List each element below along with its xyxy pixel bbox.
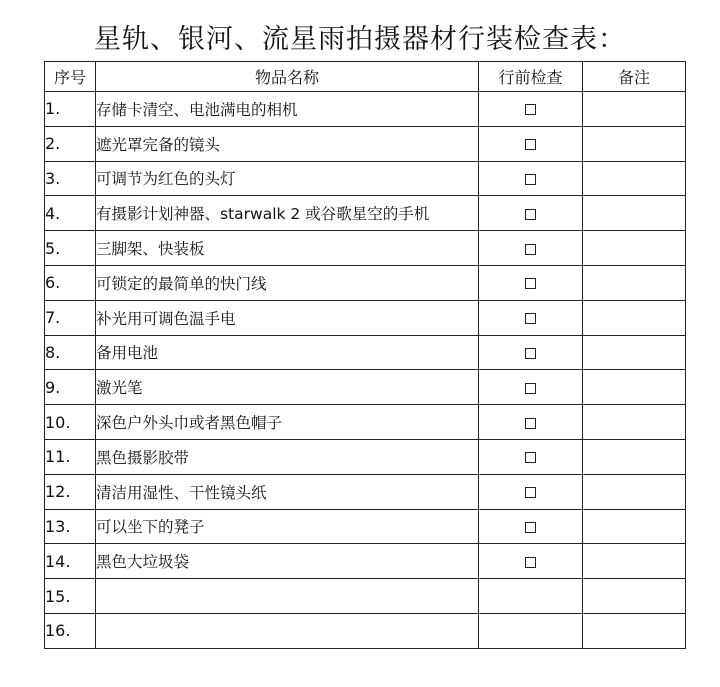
pre-trip-check-cell: [479, 161, 583, 196]
row-number: 8.: [45, 335, 96, 370]
pre-trip-check-cell: [479, 231, 583, 266]
item-name: 可以坐下的凳子: [96, 509, 479, 544]
pre-trip-check-cell: [479, 405, 583, 440]
pre-trip-check-cell: [479, 196, 583, 231]
pre-trip-check-cell: [479, 370, 583, 405]
checkbox[interactable]: [525, 313, 536, 324]
table-row: [45, 405, 686, 440]
row-number: 5.: [45, 231, 96, 266]
item-name: 可锁定的最简单的快门线: [96, 265, 479, 300]
item-name: 清洁用湿性、干性镜头纸: [96, 474, 479, 509]
note-cell[interactable]: [583, 126, 686, 161]
table-row: [45, 265, 686, 300]
item-name: 三脚架、快装板: [96, 231, 479, 266]
header-no: 序号: [45, 62, 96, 92]
note-cell[interactable]: [583, 370, 686, 405]
note-cell[interactable]: [583, 92, 686, 127]
note-cell[interactable]: [583, 439, 686, 474]
item-name: 黑色大垃圾袋: [96, 544, 479, 579]
table-row: [45, 544, 686, 579]
note-cell[interactable]: [583, 335, 686, 370]
note-cell[interactable]: [583, 196, 686, 231]
pre-trip-check-cell: [479, 439, 583, 474]
table-row: [45, 509, 686, 544]
item-name: 可调节为红色的头灯: [96, 161, 479, 196]
row-number: 10.: [45, 405, 96, 440]
pre-trip-check-cell: [479, 544, 583, 579]
checkbox[interactable]: [525, 209, 536, 220]
checkbox[interactable]: [525, 244, 536, 255]
pre-trip-check-cell: [479, 613, 583, 648]
row-number: 4.: [45, 196, 96, 231]
table-row: [45, 613, 686, 648]
item-name: 遮光罩完备的镜头: [96, 126, 479, 161]
row-number: 12.: [45, 474, 96, 509]
note-cell[interactable]: [583, 231, 686, 266]
row-number: 1.: [45, 92, 96, 127]
header-row: [45, 62, 686, 92]
note-cell[interactable]: [583, 613, 686, 648]
checkbox[interactable]: [525, 383, 536, 394]
row-number: 3.: [45, 161, 96, 196]
pre-trip-check-cell: [479, 335, 583, 370]
note-cell[interactable]: [583, 265, 686, 300]
item-name: 深色户外头巾或者黑色帽子: [96, 405, 479, 440]
checklist-body: [45, 92, 686, 649]
note-cell[interactable]: [583, 474, 686, 509]
row-number: 13.: [45, 509, 96, 544]
checkbox[interactable]: [525, 557, 536, 568]
note-cell[interactable]: [583, 579, 686, 614]
table-row: [45, 92, 686, 127]
table-row: [45, 196, 686, 231]
checkbox[interactable]: [525, 104, 536, 115]
header-note: 备注: [583, 62, 686, 92]
row-number: 6.: [45, 265, 96, 300]
table-row: [45, 474, 686, 509]
row-number: 16.: [45, 613, 96, 648]
table-row: [45, 335, 686, 370]
row-number: 14.: [45, 544, 96, 579]
table-row: [45, 370, 686, 405]
item-name: 补光用可调色温手电: [96, 300, 479, 335]
item-name: 有摄影计划神器、starwalk 2 或谷歌星空的手机: [96, 196, 479, 231]
pre-trip-check-cell: [479, 509, 583, 544]
checkbox[interactable]: [525, 418, 536, 429]
item-name: 备用电池: [96, 335, 479, 370]
item-name: 存储卡清空、电池满电的相机: [96, 92, 479, 127]
row-number: 2.: [45, 126, 96, 161]
checkbox[interactable]: [525, 522, 536, 533]
row-number: 11.: [45, 439, 96, 474]
checkbox[interactable]: [525, 174, 536, 185]
item-name: [96, 613, 479, 648]
page-title: 星轨、银河、流星雨拍摄器材行装检查表：: [94, 24, 626, 55]
item-name: 黑色摄影胶带: [96, 439, 479, 474]
pre-trip-check-cell: [479, 126, 583, 161]
table-row: [45, 161, 686, 196]
table-row: [45, 231, 686, 266]
pre-trip-check-cell: [479, 474, 583, 509]
checklist-table: [44, 61, 686, 649]
checkbox[interactable]: [525, 452, 536, 463]
checkbox[interactable]: [525, 278, 536, 289]
note-cell[interactable]: [583, 405, 686, 440]
row-number: 7.: [45, 300, 96, 335]
note-cell[interactable]: [583, 544, 686, 579]
item-name: [96, 579, 479, 614]
pre-trip-check-cell: [479, 579, 583, 614]
row-number: 9.: [45, 370, 96, 405]
checkbox[interactable]: [525, 139, 536, 150]
checkbox[interactable]: [525, 348, 536, 359]
note-cell[interactable]: [583, 509, 686, 544]
note-cell[interactable]: [583, 161, 686, 196]
table-row: [45, 126, 686, 161]
item-name: 激光笔: [96, 370, 479, 405]
pre-trip-check-cell: [479, 265, 583, 300]
table-row: [45, 579, 686, 614]
table-row: [45, 439, 686, 474]
pre-trip-check-cell: [479, 92, 583, 127]
row-number: 15.: [45, 579, 96, 614]
header-item: 物品名称: [96, 62, 479, 92]
header-check: 行前检查: [479, 62, 583, 92]
table-row: [45, 300, 686, 335]
checkbox[interactable]: [525, 487, 536, 498]
note-cell[interactable]: [583, 300, 686, 335]
pre-trip-check-cell: [479, 300, 583, 335]
